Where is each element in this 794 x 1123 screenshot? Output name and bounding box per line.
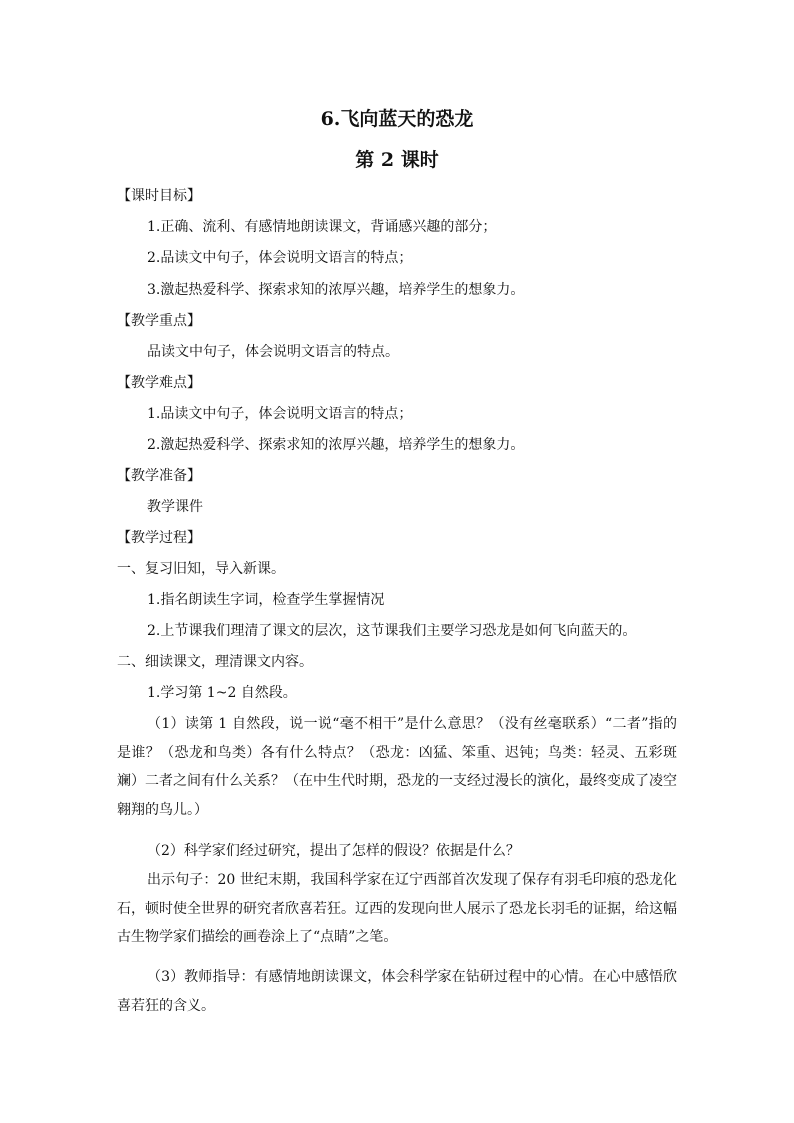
document-subtitle: 第 2 课时 — [355, 149, 439, 171]
section-heading-key: 【教学重点】 — [117, 313, 201, 329]
process-paragraph: （2）科学家们经过研究，提出了怎样的假设？依据是什么？ — [147, 843, 520, 859]
section-heading-goals: 【课时目标】 — [117, 188, 201, 204]
process-step-title: 二、细读课文，理清课文内容。 — [117, 654, 313, 670]
process-item: 1.指名朗读生字词，检查学生掌握情况 — [147, 592, 385, 608]
difficulty-item: 2.激起热爱科学、探索求知的浓厚兴趣，培养学生的想象力。 — [147, 437, 525, 453]
difficulty-item: 1.品读文中句子，体会说明文语言的特点； — [147, 406, 413, 422]
document-title: 6.飞向蓝天的恐龙 — [320, 108, 474, 130]
process-paragraph: （3）教师指导：有感情地朗读课文，体会科学家在钻研过程中的心情。在心中感悟欣喜若狂的含义。 — [117, 969, 677, 1014]
section-heading-prep: 【教学准备】 — [117, 468, 201, 484]
process-paragraph: 出示句子：20 世纪末期，我国科学家在辽宁西部首次发现了保存有羽毛印痕的恐龙化石，顿时使全世界的研究者欣喜若狂。辽西的发现向世人展示了恐龙长羽毛的证据，给这幅古生物学家们描绘的画卷涂上了“点睛”之笔。 — [117, 872, 677, 945]
prep-text: 教学课件 — [147, 499, 203, 515]
process-paragraph: （1）读第 1 自然段，说一说“毫不相干”是什么意思？（没有丝毫联系）“二者”指的是谁？（恐龙和鸟类）各有什么特点？（恐龙：凶猛、笨重、迟钝；鸟类：轻灵、五彩斑斓）二者之间有什么关系？（在中生代时期，恐龙的一支经过漫长的演化，最终变成了凌空翱翔的鸟儿。） — [117, 716, 677, 818]
goal-item: 2.品读文中句子，体会说明文语言的特点； — [147, 250, 413, 266]
goal-item: 1.正确、流利、有感情地朗读课文，背诵感兴趣的部分； — [147, 219, 497, 235]
section-heading-process: 【教学过程】 — [117, 530, 201, 546]
process-subheading: 1.学习第 1~2 自然段。 — [147, 685, 297, 701]
process-item: 2.上节课我们理清了课文的层次，这节课我们主要学习恐龙是如何飞向蓝天的。 — [147, 623, 637, 639]
process-step-title: 一、复习旧知，导入新课。 — [117, 561, 285, 577]
key-text: 品读文中句子，体会说明文语言的特点。 — [147, 344, 399, 360]
section-heading-difficulty: 【教学难点】 — [117, 375, 201, 391]
goal-item: 3.激起热爱科学、探索求知的浓厚兴趣，培养学生的想象力。 — [147, 282, 525, 298]
